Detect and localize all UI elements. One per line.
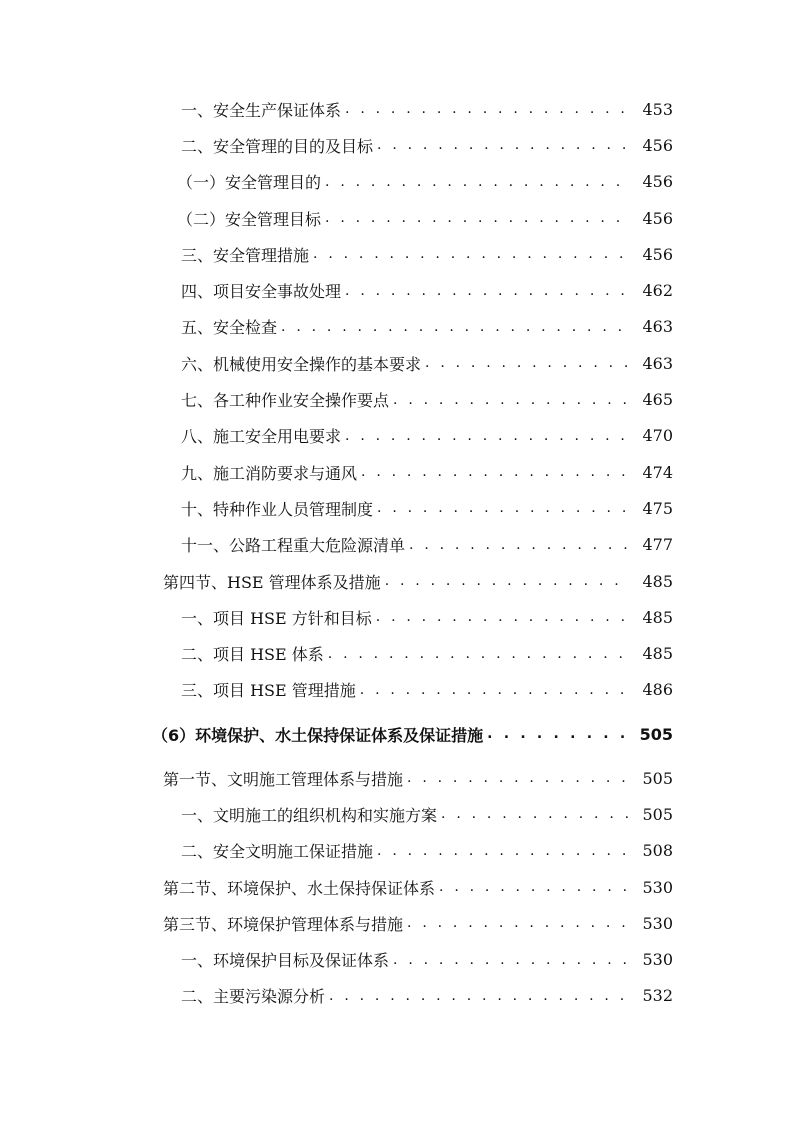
toc-entry[interactable] [0,418,793,454]
toc-entry-page-number: 532 [642,986,673,1006]
toc-leader-dots [345,284,629,298]
toc-entry[interactable] [0,760,793,796]
toc-entry[interactable] [0,91,793,127]
toc-entry-page-number: 474 [642,462,673,482]
toc-entry-page-number: 456 [642,244,673,264]
toc-entry[interactable] [0,978,793,1014]
toc-entry[interactable] [0,869,793,905]
toc-entry[interactable] [0,490,793,526]
toc-entry-title: 二、安全管理的目的及目标 [181,136,374,156]
toc-entry-page-number: 475 [642,498,673,518]
toc-entry-title: （6）环境保护、水土保持保证体系及保证措施 [152,725,484,745]
toc-entry[interactable] [0,905,793,941]
toc-leader-dots [377,844,629,858]
toc-leader-dots [325,175,629,189]
toc-leader-dots [407,771,629,785]
toc-entry-page-number: 486 [642,680,673,700]
toc-leader-dots [377,138,629,152]
toc-entry-title: 一、环境保护目标及保证体系 [181,951,390,971]
toc-entry-page-number: 530 [642,877,673,897]
toc-entry-title: 三、安全管理措施 [181,245,310,265]
toc-entry[interactable] [0,454,793,490]
toc-leader-dots [385,574,629,588]
toc-leader-dots [487,727,629,741]
toc-leader-dots [377,501,629,515]
toc-entry[interactable] [0,164,793,200]
toc-entry-title: 第二节、环境保护、水土保持保证体系 [163,878,436,898]
toc-entry-page-number: 505 [642,804,673,824]
toc-entry[interactable] [0,381,793,417]
toc-entry-page-number: 463 [642,353,673,373]
toc-leader-dots [329,989,629,1003]
toc-leader-dots [439,880,629,894]
toc-leader-dots [407,916,629,930]
toc-entry-title: （二）安全管理目标 [177,209,322,229]
toc-leader-dots [409,538,629,552]
toc-entry-page-number: 463 [642,317,673,337]
toc-leader-dots [313,247,629,261]
toc-entry[interactable] [0,942,793,978]
toc-entry[interactable] [0,127,793,163]
toc-leader-dots [345,102,629,116]
toc-entry-title: 十一、公路工程重大危险源清单 [181,536,406,556]
toc-entry-title: 九、施工消防要求与通风 [181,463,358,483]
toc-entry[interactable] [0,712,793,756]
toc-entry-page-number: 477 [642,535,673,555]
toc-entry-page-number: 485 [642,644,673,664]
toc-entry[interactable] [0,635,793,671]
toc-entry-title: 第四节、HSE 管理体系及措施 [163,572,381,592]
toc-entry-title: 一、文明施工的组织机构和实施方案 [181,805,438,825]
toc-leader-dots [425,356,629,370]
toc-entry-title: 四、项目安全事故处理 [181,282,342,302]
toc-leader-dots [345,429,629,443]
toc-leader-dots [325,211,629,225]
toc-entry[interactable] [0,345,793,381]
toc-entry-title: 一、项目 HSE 方针和目标 [181,608,372,628]
toc-entry-page-number: 530 [642,950,673,970]
toc-entry[interactable] [0,272,793,308]
table-of-contents [0,91,793,1014]
toc-entry-page-number: 456 [642,172,673,192]
toc-leader-dots [393,953,629,967]
toc-entry-page-number: 456 [642,208,673,228]
toc-leader-dots [281,320,629,334]
toc-entry[interactable] [0,309,793,345]
toc-entry[interactable] [0,796,793,832]
toc-entry[interactable] [0,236,793,272]
toc-entry-page-number: 456 [642,135,673,155]
toc-entry[interactable] [0,672,793,708]
toc-entry-title: 三、项目 HSE 管理措施 [181,681,356,701]
toc-leader-dots [328,647,629,661]
toc-entry-title: （一）安全管理目的 [177,173,322,193]
toc-leader-dots [376,610,629,624]
toc-leader-dots [393,393,629,407]
toc-entry-title: 第三节、环境保护管理体系与措施 [163,914,404,934]
toc-leader-dots [361,465,629,479]
toc-entry-page-number: 505 [642,768,673,788]
toc-entry[interactable] [0,833,793,869]
toc-leader-dots [441,807,629,821]
toc-entry-title: 六、机械使用安全操作的基本要求 [181,354,422,374]
toc-entry-page-number: 508 [642,841,673,861]
toc-entry[interactable] [0,563,793,599]
toc-entry-title: 二、主要污染源分析 [181,987,326,1007]
toc-entry-title: 第一节、文明施工管理体系与措施 [163,769,404,789]
toc-entry-page-number: 530 [642,913,673,933]
toc-entry-title: 八、施工安全用电要求 [181,427,342,447]
toc-entry[interactable] [0,200,793,236]
toc-entry-page-number: 505 [639,724,673,744]
toc-entry-title: 七、各工种作业安全操作要点 [181,391,390,411]
toc-entry[interactable] [0,599,793,635]
toc-entry-title: 十、特种作业人员管理制度 [181,499,374,519]
toc-entry-title: 二、项目 HSE 体系 [181,645,324,665]
toc-entry-title: 五、安全检查 [181,318,278,338]
toc-entry-page-number: 485 [642,607,673,627]
toc-leader-dots [360,683,629,697]
toc-entry-page-number: 465 [642,390,673,410]
toc-entry-page-number: 470 [642,426,673,446]
toc-entry-page-number: 453 [642,99,673,119]
toc-entry[interactable] [0,527,793,563]
toc-entry-page-number: 485 [642,571,673,591]
toc-entry-page-number: 462 [642,281,673,301]
toc-entry-title: 二、安全文明施工保证措施 [181,842,374,862]
toc-entry-title: 一、安全生产保证体系 [181,100,342,120]
